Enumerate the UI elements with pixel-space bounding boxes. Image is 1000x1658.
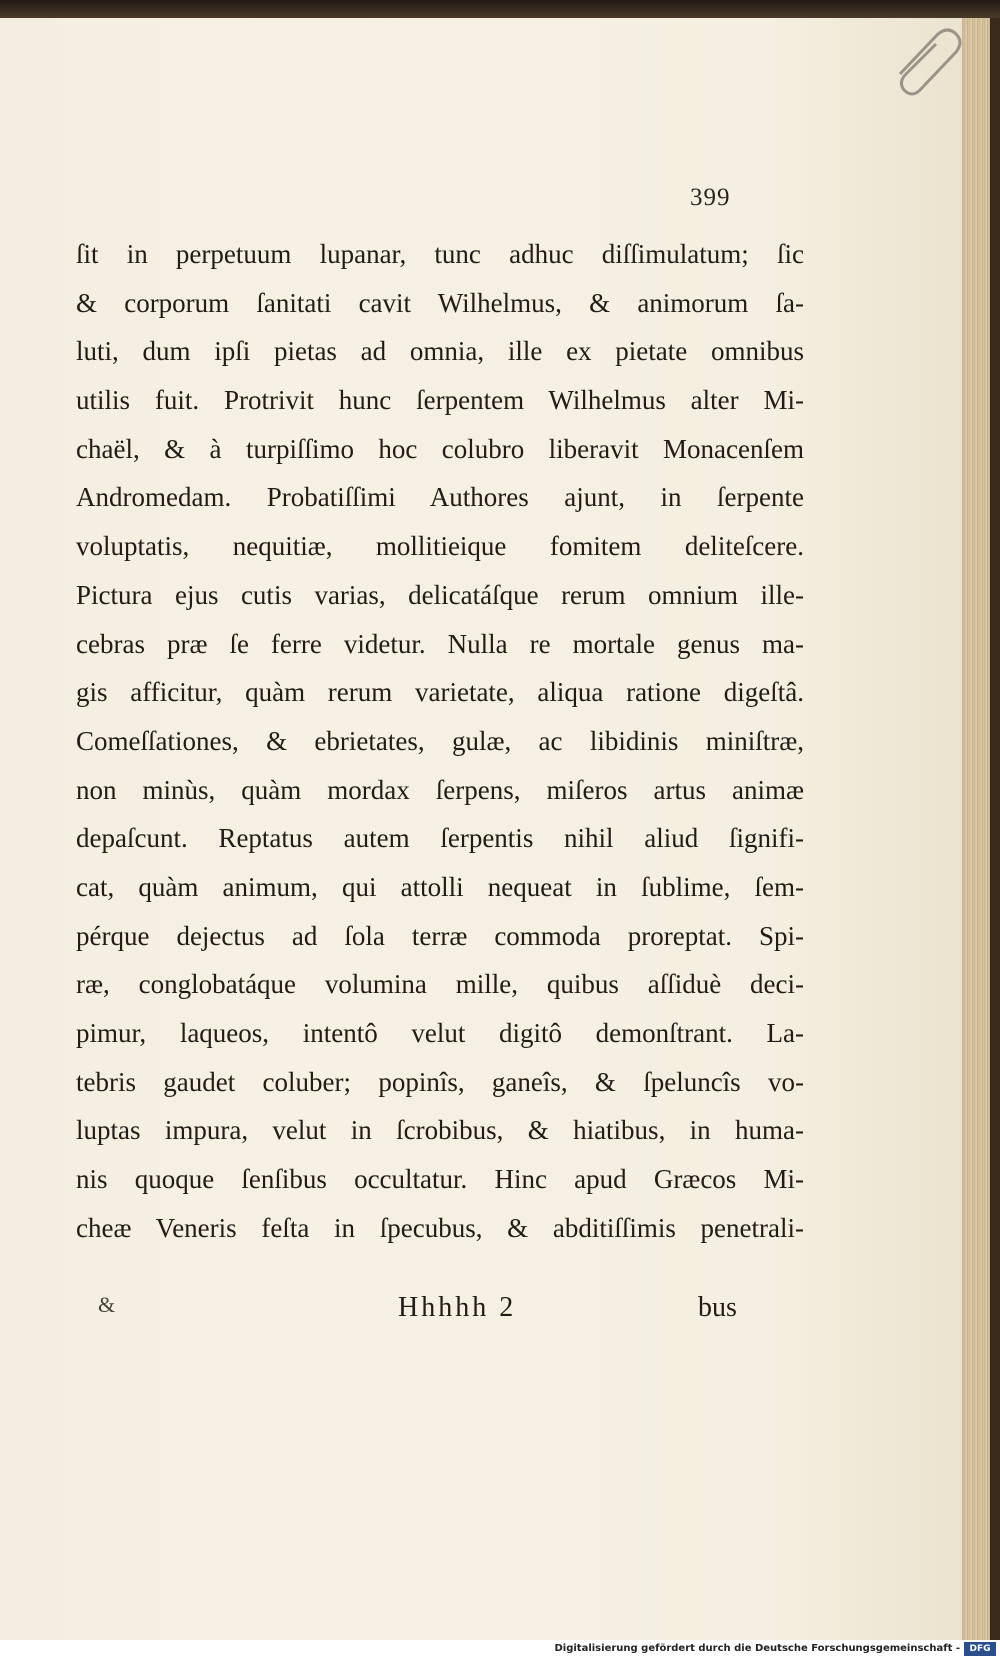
text-line: voluptatis, nequitiæ, mollitieique fomitem deliteſcere. <box>76 531 804 562</box>
text-line: cat, quàm animum, qui attolli nequeat in ſublime, ſem- <box>76 871 804 902</box>
text-line: utilis fuit. Protrivit hunc ſerpentem Wilhelmus alter Mi- <box>76 385 804 416</box>
text-line: pérque dejectus ad ſola terræ commoda proreptat. Spi- <box>76 920 804 951</box>
top-binding-strip <box>0 0 1000 18</box>
text-line: Andromedam. Probatiſſimi Authores ajunt, in ſerpente <box>76 482 804 513</box>
text-line: pimur, laqueos, intentô velut digitô demonſtrant. La- <box>76 1018 804 1048</box>
text-line: luti, dum ipſi pietas ad omnia, ille ex pietate omnibus <box>76 336 804 367</box>
book-cover-edge <box>990 0 1000 1640</box>
text-line: depaſcunt. Reptatus autem ſerpentis nihil aliud ſignifi- <box>76 823 804 854</box>
text-line: chaël, & à turpiſſimo hoc colubro liberavit Monacenſem <box>76 433 804 464</box>
text-line: ſit in perpetuum lupanar, tunc adhuc diſſimulatum; ſic <box>76 239 804 269</box>
funding-credit: Digitalisierung gefördert durch die Deutsche Forschungsgemeinschaft - <box>554 1643 960 1654</box>
text-line: gis afficitur, quàm rerum varietate, aliqua ratione digeſtâ. <box>76 677 804 708</box>
dfg-logo-icon: DFG <box>964 1642 996 1656</box>
text-line: tebris gaudet coluber; popinîs, ganeîs, & ſpeluncîs vo- <box>76 1066 804 1097</box>
text-line: nis quoque ſenſibus occultatur. Hinc apud Græcos Mi- <box>76 1164 804 1195</box>
text-line: non minùs, quàm mordax ſerpens, miſeros artus animæ <box>76 774 804 805</box>
digitization-footer <box>0 1640 1000 1658</box>
footer-ornament: & <box>98 1292 116 1317</box>
text-line: cebras præ ſe ferre videtur. Nulla re mortale genus ma- <box>76 628 804 659</box>
catchword: bus <box>698 1292 737 1323</box>
text-line: Comeſſationes, & ebrietates, gulæ, ac libidinis miniſtræ, <box>76 725 804 756</box>
text-line: & corporum ſanitati cavit Wilhelmus, & animorum ſa- <box>76 287 804 318</box>
page-clip-icon <box>890 24 970 104</box>
text-line: luptas impura, velut in ſcrobibus, & hiatibus, in huma- <box>76 1115 804 1146</box>
signature-mark: Hhhhh 2 <box>398 1292 517 1323</box>
page-number: 399 <box>690 184 731 211</box>
text-line: Pictura ejus cutis varias, delicatáſque rerum omnium ille- <box>76 579 804 610</box>
text-line: ræ, conglobatáque volumina mille, quibus aſſiduè deci- <box>76 969 804 1000</box>
text-line: cheæ Veneris feſta in ſpecubus, & abditiſſimis penetrali- <box>76 1212 804 1243</box>
body-text <box>76 230 804 1252</box>
